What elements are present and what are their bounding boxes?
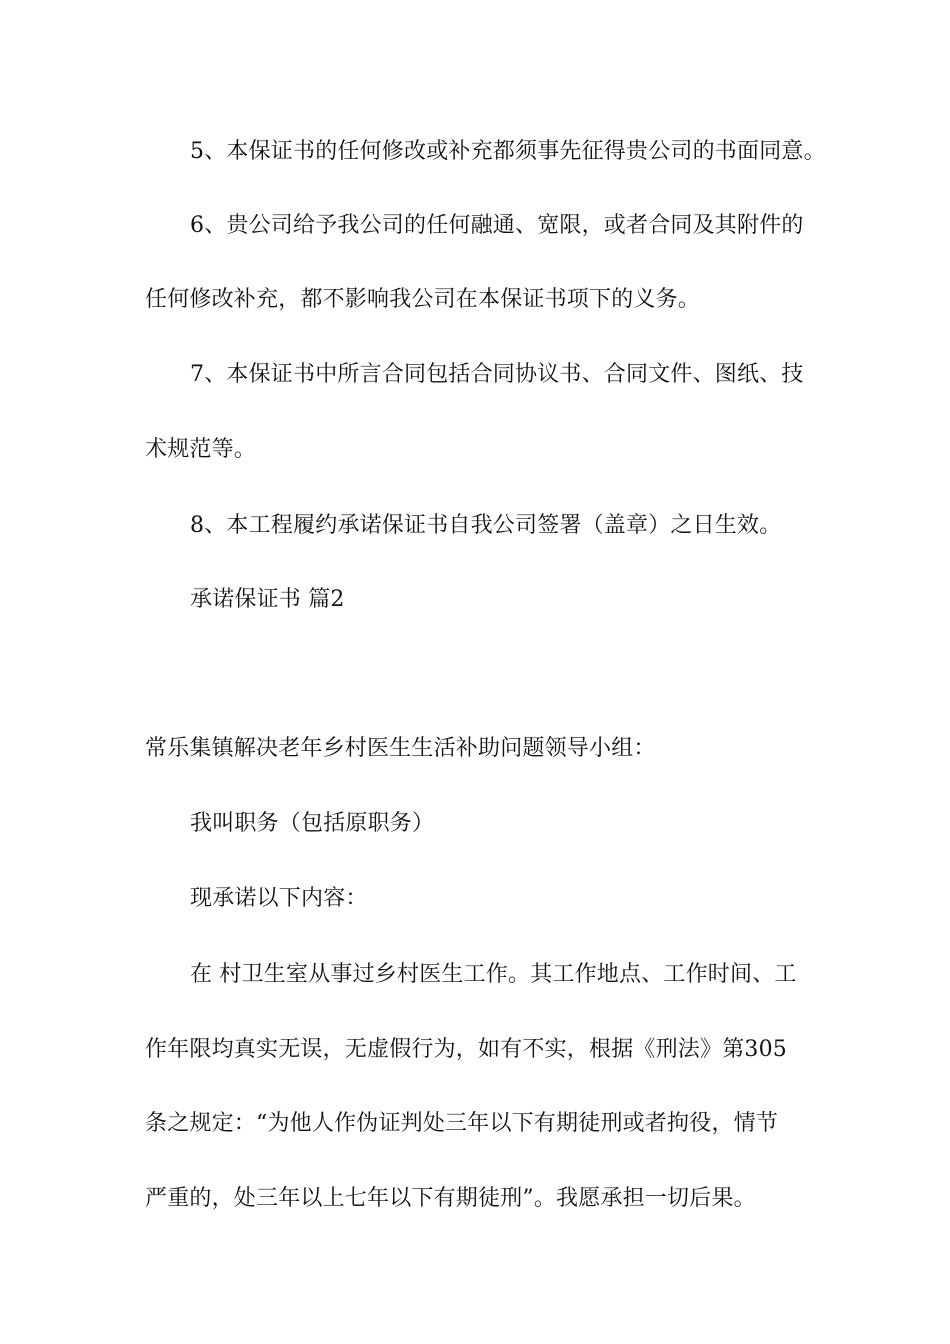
- paragraph-line: 任何修改补充，都不影响我公司在本保证书项下的义务。: [145, 287, 701, 312]
- paragraph-line: 条之规定：“为他人作伪证判处三年以下有期徒刑或者拘役，情节: [145, 1111, 779, 1136]
- paragraph-line: 6、贵公司给予我公司的任何融通、宽限，或者合同及其附件的: [190, 213, 804, 238]
- paragraph-line: 在 村卫生室从事过乡村医生工作。其工作地点、工作时间、工: [190, 962, 797, 987]
- paragraph-line: 严重的，处三年以上七年以下有期徒刑”。我愿承担一切后果。: [145, 1186, 756, 1211]
- paragraph-line: 我叫职务（包括原职务）: [190, 811, 435, 836]
- salutation-line: 常乐集镇解决老年乡村医生生活补助问题领导小组：: [145, 736, 656, 761]
- paragraph-line: 现承诺以下内容：: [190, 886, 368, 911]
- section-heading: 承诺保证书 篇2: [190, 587, 345, 612]
- paragraph-line: 7、本保证书中所言合同包括合同协议书、合同文件、图纸、技: [190, 362, 804, 387]
- paragraph-line: 8、本工程履约承诺保证书自我公司签署（盖章）之日生效。: [190, 513, 782, 538]
- paragraph-line: 作年限均真实无误，无虚假行为，如有不实，根据《刑法》第305: [145, 1037, 787, 1062]
- paragraph-line: 术规范等。: [145, 437, 257, 462]
- paragraph-line: 5、本保证书的任何修改或补充都须事先征得贵公司的书面同意。: [190, 139, 826, 164]
